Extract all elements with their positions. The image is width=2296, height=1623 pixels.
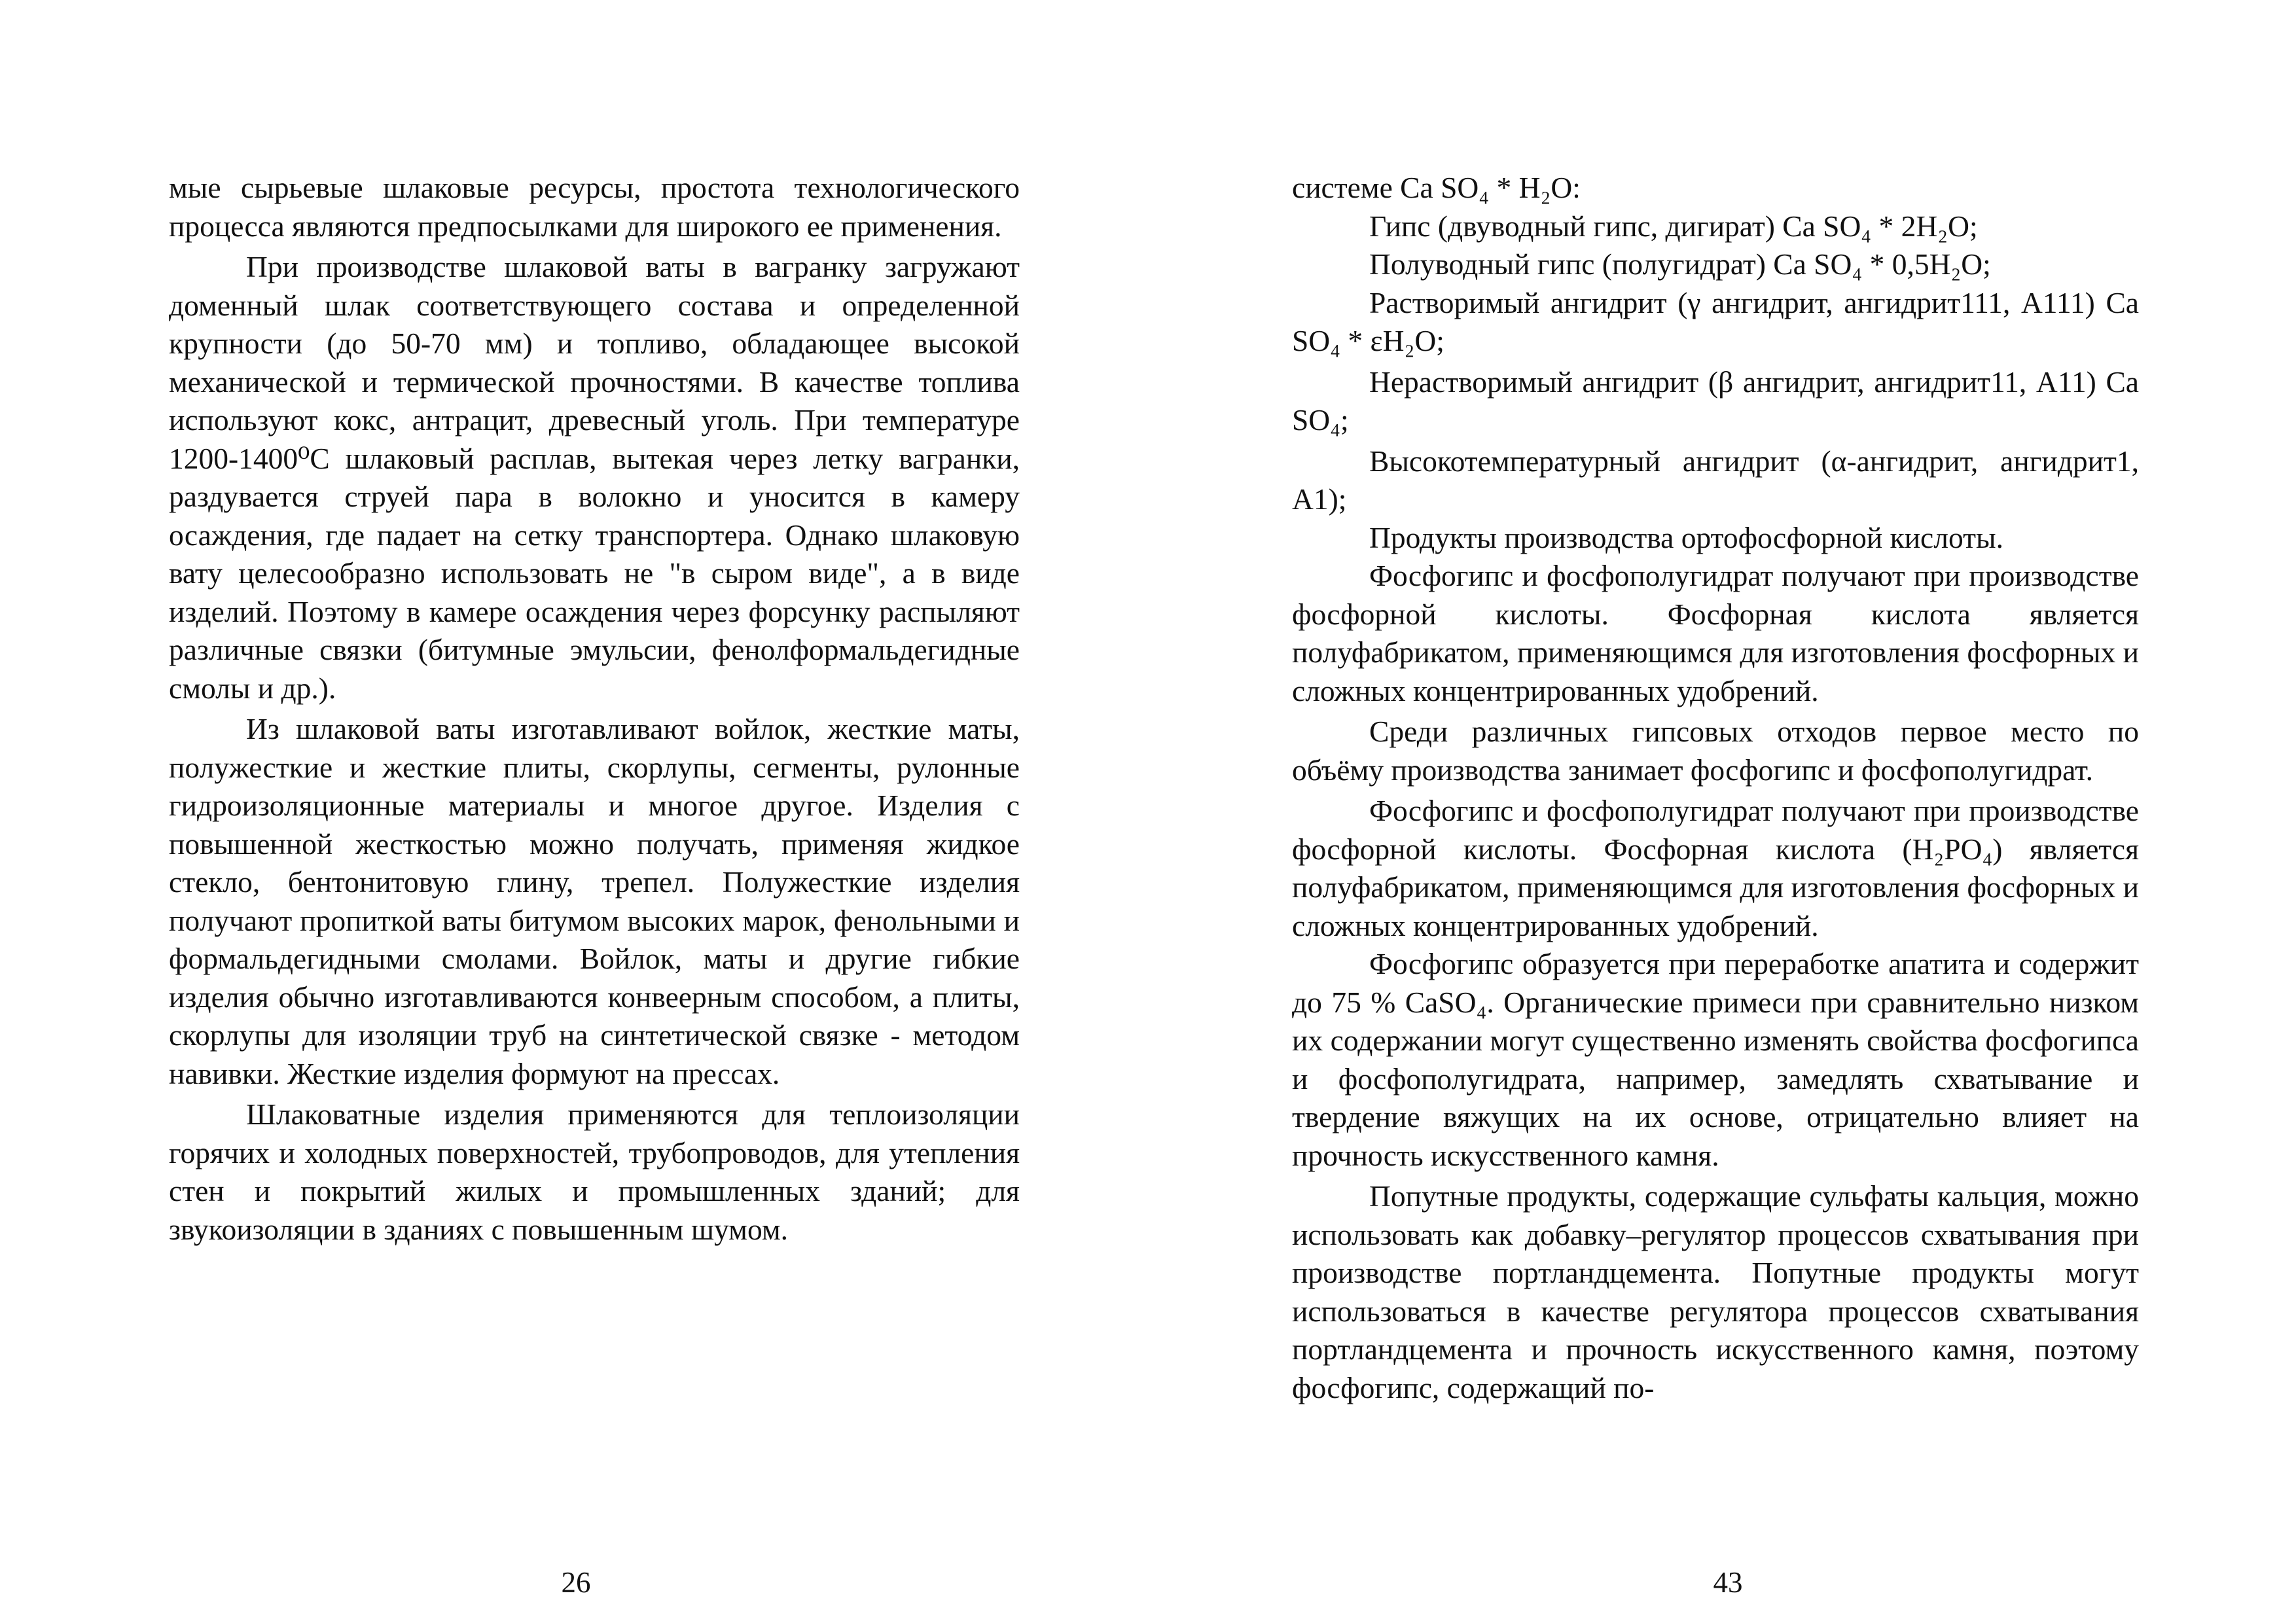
right-paragraph-5: Нерастворимый ангидрит (β ангидрит, ангидрит11, A11) Ca SO₄;	[1292, 365, 2139, 437]
right-paragraph-6: Высокотемпературный ангидрит (α-ангидрит, ангидрит1, A1);	[1292, 444, 2139, 516]
right-paragraph-11: Фосфогипс образуется при переработке апатита и содержит до 75 % CaSO₄. Органические примеси при сравнительно низком их содержании могут существенно изменять свойства фосфогипса и фосфополугидрата, например, замедлять схватывание и твердение вяжущих на их основе, отрицательно влияет на прочность искусственного камня.	[1292, 947, 2139, 1172]
page-number-left: 26	[561, 1566, 591, 1599]
left-page	[169, 169, 1020, 1249]
right-paragraph-1: системе Ca SO₄ * H₂O:	[1292, 171, 1581, 204]
right-paragraph-7: Продукты производства ортофосфорной кислоты.	[1369, 520, 2003, 554]
right-paragraph-12: Попутные продукты, содержащие сульфаты кальция, можно использовать как добавку–регулятор процессов схватывания при производстве портландцемента. Попутные продукты могут использоваться в качестве регулятора процессов схватывания портландцемента и прочность искусственного камня, поэтому фосфогипс, содержащий по-	[1292, 1179, 2139, 1404]
right-paragraph-4: Растворимый ангидрит (γ ангидрит, ангидрит111, A111) Ca SO₄ * εH₂O;	[1292, 285, 2139, 357]
right-paragraph-8: Фосфогипс и фосфополугидрат получают при производстве фосфорной кислоты. Фосфорная кислота является полуфабрикатом, применяющимся для изготовления фосфорных и сложных концентрированных удобрений.	[1292, 559, 2139, 707]
left-paragraph-4: Шлаковатные изделия применяются для теплоизоляции горячих и холодных поверхностей, трубопроводов, для утепления стен и покрытий жилых и промышленных зданий; для звукоизоляции в зданиях с повышенным шумом.	[169, 1097, 1020, 1246]
right-paragraph-9: Среди различных гипсовых отходов первое место по объёму производства занимает фосфогипс и фосфополугидрат.	[1292, 715, 2139, 787]
page-number-right: 43	[1713, 1566, 1743, 1599]
right-paragraph-2: Гипс (двуводный гипс, дигират) Ca SO₄ * 2H₂O;	[1369, 209, 1978, 243]
right-paragraph-10: Фосфогипс и фосфополугидрат получают при производстве фосфорной кислоты. Фосфорная кислота (H₂PO₄) является полуфабрикатом, применяющимся для изготовления фосфорных и сложных концентрированных удобрений.	[1292, 794, 2139, 942]
right-page	[1292, 169, 2139, 1407]
right-paragraph-3: Полуводный гипс (полугидрат) Ca SO₄ * 0,5H₂O;	[1369, 247, 1991, 281]
left-paragraph-3: Из шлаковой ваты изготавливают войлок, жесткие маты, полужесткие и жесткие плиты, скорлупы, сегменты, рулонные гидроизоляционные материалы и многое другое. Изделия с повышенной жесткостью можно получать, применяя жидкое стекло, бентонитовую глину, трепел. Полужесткие изделия получают пропиткой ваты битумом высоких марок, фенольными и формальдегидными смолами. Войлок, маты и другие гибкие изделия обычно изготавливаются конвеерным способом, а плиты, скорлупы для изоляции труб на синтетической связке - методом навивки. Жесткие изделия формуют на прессах.	[169, 712, 1020, 1090]
left-paragraph-1: мые сырьевые шлаковые ресурсы, простота технологического процесса являются предпосылками для широкого ее применения.	[169, 171, 1020, 243]
left-paragraph-2: При производстве шлаковой ваты в вагранку загружают доменный шлак соответствующего состава и определенной крупности (до 50-70 мм) и топливо, обладающее высокой механической и термической прочностями. В качестве топлива используют кокс, антрацит, древесный уголь. При температуре 1200-1400⁰С шлаковый расплав, вытекая через летку вагранки, раздувается струей пара в волокно и уносится в камеру осаждения, где падает на сетку транспортера. Однако шлаковую вату целесообразно использовать не "в сыром виде", а в виде изделий. Поэтому в камере осаждения через форсунку распыляют различные связки (битумные эмульсии, фенолформальдегидные смолы и др.).	[169, 250, 1020, 705]
